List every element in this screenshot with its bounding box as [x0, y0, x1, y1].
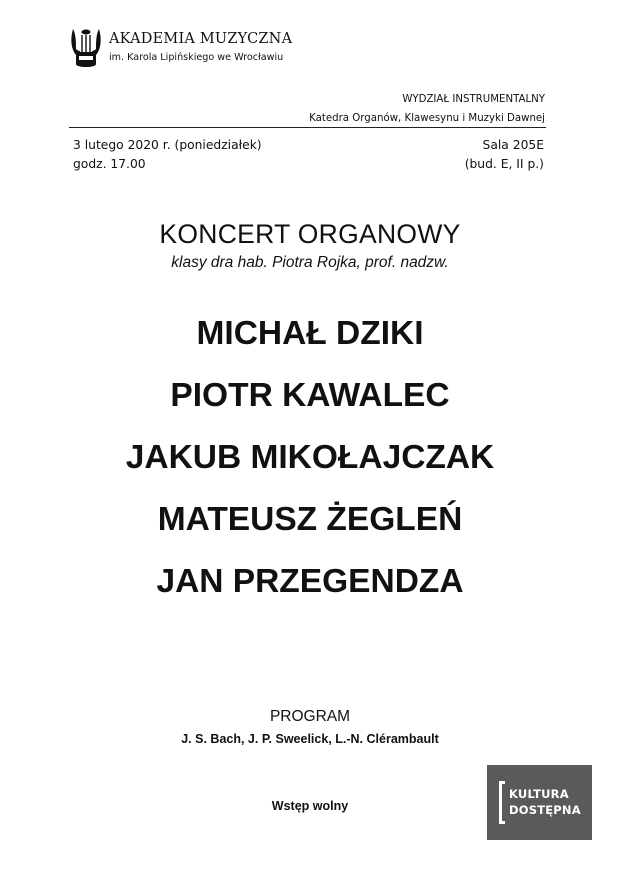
- performer-name: PIOTR KAWALEC: [170, 377, 450, 414]
- institution-subtitle: im. Karola Lipińskiego we Wrocławiu: [109, 52, 284, 63]
- event-location: [465, 136, 544, 174]
- program-composers: J. S. Bach, J. P. Sweelick, L.-N. Clérambault: [181, 732, 439, 746]
- department-block: [309, 90, 545, 128]
- department-name: Katedra Organów, Klawesynu i Muzyki Dawnej: [309, 113, 545, 124]
- institution-name: AKADEMIA MUZYCZNA: [109, 31, 293, 47]
- event-datetime: [73, 136, 262, 174]
- concert-class-line: klasy dra hab. Piotra Rojka, prof. nadzw.: [171, 254, 449, 271]
- faculty-name: WYDZIAŁ INSTRUMENTALNY: [402, 94, 545, 105]
- bracket-icon: [499, 781, 505, 824]
- concert-title: KONCERT ORGANOWY: [159, 219, 461, 249]
- event-time: godz. 17.00: [73, 157, 146, 171]
- performer-name: MICHAŁ DZIKI: [196, 315, 424, 352]
- kultura-dostepna-badge: [487, 765, 592, 840]
- event-building: (bud. E, II p.): [464, 157, 544, 171]
- admission-note: Wstęp wolny: [271, 799, 349, 813]
- event-room: Sala 205E: [482, 138, 544, 152]
- lyre-icon: [69, 25, 103, 71]
- header-divider: [69, 127, 546, 128]
- performer-name: MATEUSZ ŻEGLEŃ: [157, 501, 463, 538]
- performer-name: JAN PRZEGENDZA: [156, 563, 464, 600]
- program-title: PROGRAM: [269, 708, 351, 725]
- event-date: 3 lutego 2020 r. (poniedziałek): [73, 138, 262, 152]
- badge-line-2: DOSTĘPNA: [509, 803, 581, 817]
- badge-line-1: KULTURA: [509, 787, 569, 801]
- performer-list: [0, 310, 620, 620]
- academy-logo: [69, 25, 319, 75]
- performer-name: JAKUB MIKOŁAJCZAK: [125, 439, 495, 476]
